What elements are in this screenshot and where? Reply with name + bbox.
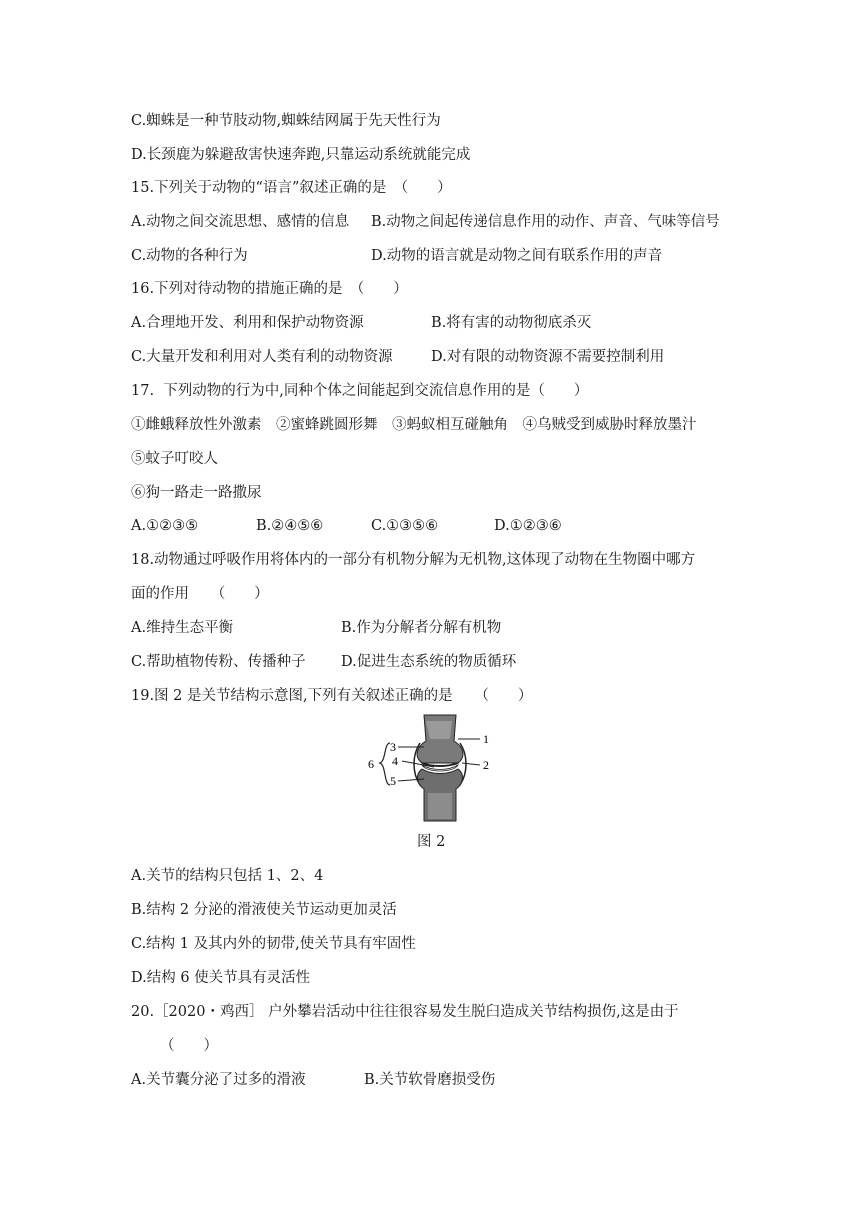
option-d: D.对有限的动物资源不需要控制利用 <box>431 349 665 365</box>
figure-label-4: 4 <box>392 754 398 768</box>
figure-label-5: 5 <box>390 774 396 788</box>
option-a: A.①②③⑤ <box>131 518 199 534</box>
item-line: ⑥狗一路走一路撒尿 <box>131 485 262 501</box>
question-16: 16.下列对待动物的措施正确的是 （ ） <box>131 281 408 297</box>
figure-label-2: 2 <box>483 758 489 772</box>
option-c: C.结构 1 及其内外的韧带,使关节具有牢固性 <box>131 936 416 952</box>
option-d: D.动物的语言就是动物之间有联系作用的声音 <box>371 248 663 264</box>
question-17: 17. 下列动物的行为中,同种个体之间能起到交流信息作用的是（ ） <box>131 383 589 399</box>
item-line: ①雌蛾释放性外激素 ②蜜蜂跳圆形舞 ③蚂蚁相互碰触角 ④乌贼受到威胁时释放墨汁 <box>131 417 697 433</box>
option-d: D.①②③⑥ <box>494 518 562 534</box>
option-c: C.大量开发和利用对人类有利的动物资源 <box>131 349 393 365</box>
option-d: D.促进生态系统的物质循环 <box>341 654 517 670</box>
question-18: 18.动物通过呼吸作用将体内的一部分有机物分解为无机物,这体现了动物在生物圈中哪方 <box>131 552 696 568</box>
question-18-cont: 面的作用 （ ） <box>131 586 269 602</box>
question-15: 15.下列关于动物的“语言”叙述正确的是 （ ） <box>131 180 452 196</box>
figure-label-1: 1 <box>483 732 489 746</box>
figure-label-6: 6 <box>368 757 374 771</box>
option-c: C.帮助植物传粉、传播种子 <box>131 654 306 670</box>
option-b: B.作为分解者分解有机物 <box>341 620 502 636</box>
option-b: B.关节软骨磨损受伤 <box>364 1072 496 1088</box>
option-b: B.②④⑤⑥ <box>256 518 324 534</box>
figure-label-3: 3 <box>390 740 396 754</box>
option-a: A.动物之间交流思想、感情的信息 <box>131 214 350 230</box>
answer-blank: （ ） <box>160 1038 218 1054</box>
option-a: A.关节囊分泌了过多的滑液 <box>131 1072 306 1088</box>
option-c: C.①③⑤⑥ <box>371 518 439 534</box>
option-line: D.长颈鹿为躲避敌害快速奔跑,只靠运动系统就能完成 <box>131 147 471 163</box>
joint-diagram <box>362 713 502 823</box>
option-b: B.将有害的动物彻底杀灭 <box>431 315 592 331</box>
question-20: 20.［2020・鸡西］ 户外攀岩活动中往往很容易发生脱臼造成关节结构损伤,这是由于 <box>131 1004 679 1020</box>
item-line: ⑤蚊子叮咬人 <box>131 451 218 467</box>
option-a: A.合理地开发、利用和保护动物资源 <box>131 315 364 331</box>
option-b: B.结构 2 分泌的滑液使关节运动更加灵活 <box>131 902 397 918</box>
option-b: B.动物之间起传递信息作用的动作、声音、气味等信号 <box>371 214 720 230</box>
option-a: A.维持生态平衡 <box>131 620 234 636</box>
figure-caption: 图 2 <box>417 834 446 850</box>
option-a: A.关节的结构只包括 1、2、4 <box>131 868 324 884</box>
option-c: C.动物的各种行为 <box>131 248 248 264</box>
option-d: D.结构 6 使关节具有灵活性 <box>131 970 311 986</box>
question-19: 19.图 2 是关节结构示意图,下列有关叙述正确的是 （ ） <box>131 688 533 704</box>
option-line: C.蜘蛛是一种节肢动物,蜘蛛结网属于先天性行为 <box>131 113 441 129</box>
